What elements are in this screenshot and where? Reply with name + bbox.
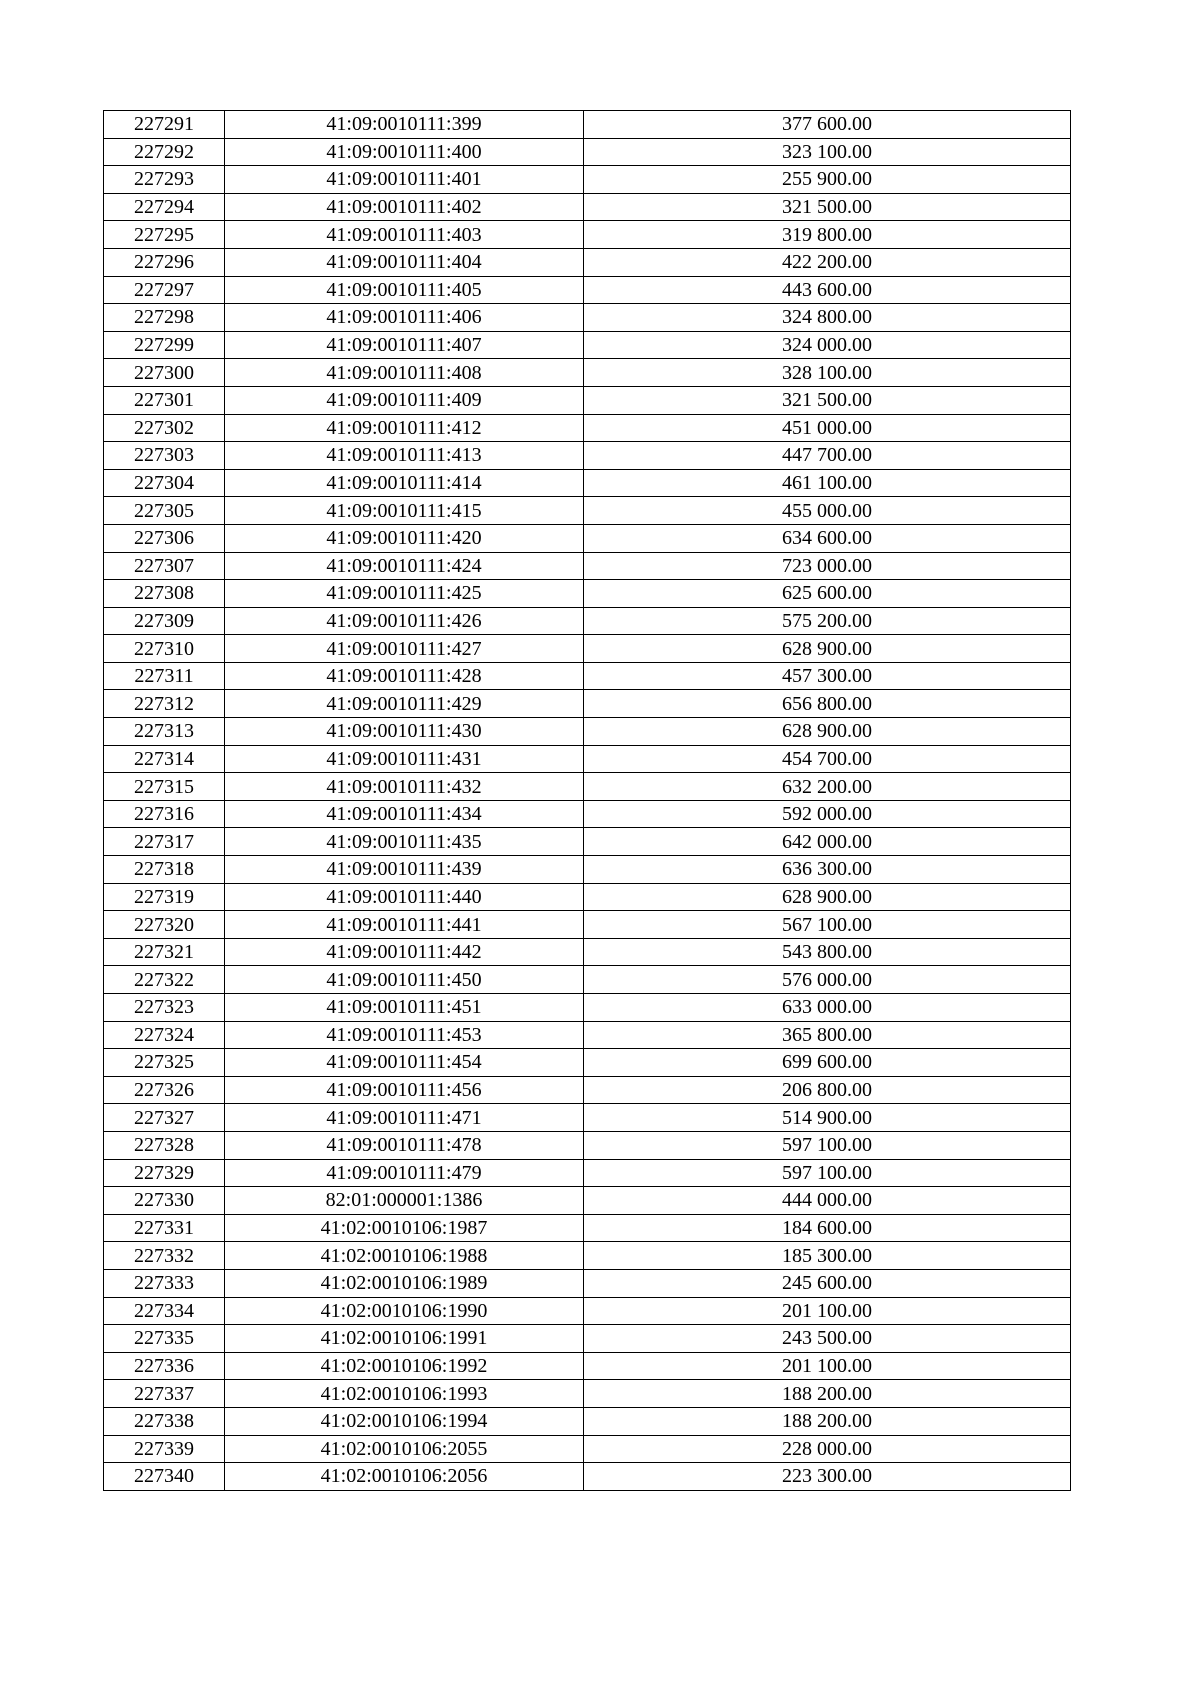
cadastral-number-cell: 41:09:0010111:403 (225, 221, 584, 249)
cadastral-number-cell: 41:09:0010111:412 (225, 414, 584, 442)
table-row (104, 1104, 1071, 1132)
value-cell: 206 800.00 (584, 1076, 1071, 1104)
value-cell: 656 800.00 (584, 690, 1071, 718)
table-row (104, 248, 1071, 276)
row-number-cell: 227293 (104, 166, 225, 194)
row-number-cell: 227295 (104, 221, 225, 249)
value-cell: 628 900.00 (584, 718, 1071, 746)
cadastral-number-cell: 41:09:0010111:414 (225, 469, 584, 497)
cadastral-number-cell: 41:02:0010106:1994 (225, 1407, 584, 1435)
row-number-cell: 227309 (104, 607, 225, 635)
row-number-cell: 227311 (104, 662, 225, 690)
cadastral-number-cell: 41:09:0010111:399 (225, 111, 584, 139)
row-number-cell: 227303 (104, 442, 225, 470)
value-cell: 447 700.00 (584, 442, 1071, 470)
cadastral-number-cell: 41:09:0010111:427 (225, 635, 584, 663)
cadastral-number-cell: 41:09:0010111:406 (225, 304, 584, 332)
value-cell: 323 100.00 (584, 138, 1071, 166)
value-cell: 642 000.00 (584, 828, 1071, 856)
row-number-cell: 227325 (104, 1049, 225, 1077)
row-number-cell: 227335 (104, 1325, 225, 1353)
row-number-cell: 227329 (104, 1159, 225, 1187)
row-number-cell: 227317 (104, 828, 225, 856)
cadastral-number-cell: 41:09:0010111:400 (225, 138, 584, 166)
row-number-cell: 227322 (104, 966, 225, 994)
table-row (104, 276, 1071, 304)
cadastral-number-cell: 41:02:0010106:1989 (225, 1269, 584, 1297)
table-row (104, 1463, 1071, 1491)
cadastral-number-cell: 41:09:0010111:450 (225, 966, 584, 994)
value-cell: 633 000.00 (584, 994, 1071, 1022)
table-row (104, 1076, 1071, 1104)
table-row (104, 442, 1071, 470)
cadastral-number-cell: 41:02:0010106:1987 (225, 1214, 584, 1242)
table-row (104, 828, 1071, 856)
row-number-cell: 227333 (104, 1269, 225, 1297)
cadastral-number-cell: 41:09:0010111:428 (225, 662, 584, 690)
cadastral-number-cell: 41:09:0010111:430 (225, 718, 584, 746)
row-number-cell: 227302 (104, 414, 225, 442)
cadastral-number-cell: 82:01:000001:1386 (225, 1187, 584, 1215)
table-row (104, 1187, 1071, 1215)
cadastral-number-cell: 41:02:0010106:1990 (225, 1297, 584, 1325)
value-cell: 454 700.00 (584, 745, 1071, 773)
value-cell: 444 000.00 (584, 1187, 1071, 1215)
cadastral-number-cell: 41:09:0010111:402 (225, 193, 584, 221)
table-row (104, 1131, 1071, 1159)
table-row (104, 800, 1071, 828)
cadastral-number-cell: 41:02:0010106:2056 (225, 1463, 584, 1491)
row-number-cell: 227304 (104, 469, 225, 497)
table-row (104, 718, 1071, 746)
cadastral-number-cell: 41:09:0010111:425 (225, 580, 584, 608)
table-row (104, 138, 1071, 166)
table-row (104, 1242, 1071, 1270)
row-number-cell: 227338 (104, 1407, 225, 1435)
row-number-cell: 227310 (104, 635, 225, 663)
value-cell: 699 600.00 (584, 1049, 1071, 1077)
table-row (104, 994, 1071, 1022)
table-row (104, 166, 1071, 194)
value-cell: 461 100.00 (584, 469, 1071, 497)
cadastral-number-cell: 41:09:0010111:408 (225, 359, 584, 387)
row-number-cell: 227324 (104, 1021, 225, 1049)
row-number-cell: 227307 (104, 552, 225, 580)
value-cell: 628 900.00 (584, 883, 1071, 911)
value-cell: 188 200.00 (584, 1380, 1071, 1408)
cadastral-number-cell: 41:09:0010111:453 (225, 1021, 584, 1049)
row-number-cell: 227320 (104, 911, 225, 939)
row-number-cell: 227301 (104, 386, 225, 414)
value-cell: 321 500.00 (584, 386, 1071, 414)
table-row (104, 1325, 1071, 1353)
value-cell: 185 300.00 (584, 1242, 1071, 1270)
cadastral-number-cell: 41:09:0010111:407 (225, 331, 584, 359)
value-cell: 422 200.00 (584, 248, 1071, 276)
cadastral-number-cell: 41:09:0010111:440 (225, 883, 584, 911)
cadastral-number-cell: 41:09:0010111:409 (225, 386, 584, 414)
row-number-cell: 227318 (104, 856, 225, 884)
value-cell: 628 900.00 (584, 635, 1071, 663)
value-cell: 328 100.00 (584, 359, 1071, 387)
value-cell: 514 900.00 (584, 1104, 1071, 1132)
cadastral-number-cell: 41:02:0010106:1993 (225, 1380, 584, 1408)
table-row (104, 304, 1071, 332)
value-cell: 201 100.00 (584, 1297, 1071, 1325)
row-number-cell: 227330 (104, 1187, 225, 1215)
row-number-cell: 227316 (104, 800, 225, 828)
table-row (104, 607, 1071, 635)
value-cell: 457 300.00 (584, 662, 1071, 690)
table-row (104, 690, 1071, 718)
table-row (104, 1159, 1071, 1187)
value-cell: 377 600.00 (584, 111, 1071, 139)
table-row (104, 856, 1071, 884)
table-row (104, 773, 1071, 801)
row-number-cell: 227321 (104, 938, 225, 966)
table-row (104, 1352, 1071, 1380)
row-number-cell: 227336 (104, 1352, 225, 1380)
table-row (104, 635, 1071, 663)
table-row (104, 966, 1071, 994)
cadastral-value-table (103, 110, 1071, 1491)
row-number-cell: 227292 (104, 138, 225, 166)
table-row (104, 193, 1071, 221)
value-cell: 319 800.00 (584, 221, 1071, 249)
cadastral-number-cell: 41:09:0010111:435 (225, 828, 584, 856)
cadastral-number-cell: 41:02:0010106:1991 (225, 1325, 584, 1353)
value-cell: 576 000.00 (584, 966, 1071, 994)
value-cell: 597 100.00 (584, 1131, 1071, 1159)
table-row (104, 414, 1071, 442)
value-cell: 455 000.00 (584, 497, 1071, 525)
table-row (104, 469, 1071, 497)
row-number-cell: 227337 (104, 1380, 225, 1408)
value-cell: 228 000.00 (584, 1435, 1071, 1463)
cadastral-number-cell: 41:09:0010111:405 (225, 276, 584, 304)
value-cell: 636 300.00 (584, 856, 1071, 884)
cadastral-number-cell: 41:09:0010111:431 (225, 745, 584, 773)
cadastral-number-cell: 41:09:0010111:441 (225, 911, 584, 939)
row-number-cell: 227306 (104, 524, 225, 552)
table-row (104, 221, 1071, 249)
table-row (104, 1269, 1071, 1297)
row-number-cell: 227296 (104, 248, 225, 276)
cadastral-number-cell: 41:09:0010111:424 (225, 552, 584, 580)
value-cell: 324 800.00 (584, 304, 1071, 332)
value-cell: 592 000.00 (584, 800, 1071, 828)
row-number-cell: 227327 (104, 1104, 225, 1132)
value-cell: 567 100.00 (584, 911, 1071, 939)
table-row (104, 111, 1071, 139)
row-number-cell: 227300 (104, 359, 225, 387)
value-cell: 575 200.00 (584, 607, 1071, 635)
value-cell: 188 200.00 (584, 1407, 1071, 1435)
cadastral-number-cell: 41:09:0010111:429 (225, 690, 584, 718)
value-cell: 245 600.00 (584, 1269, 1071, 1297)
row-number-cell: 227328 (104, 1131, 225, 1159)
table-row (104, 497, 1071, 525)
table-row (104, 331, 1071, 359)
table-row (104, 1021, 1071, 1049)
cadastral-number-cell: 41:09:0010111:434 (225, 800, 584, 828)
row-number-cell: 227326 (104, 1076, 225, 1104)
value-cell: 365 800.00 (584, 1021, 1071, 1049)
cadastral-number-cell: 41:09:0010111:413 (225, 442, 584, 470)
cadastral-number-cell: 41:09:0010111:404 (225, 248, 584, 276)
value-cell: 634 600.00 (584, 524, 1071, 552)
row-number-cell: 227308 (104, 580, 225, 608)
value-cell: 321 500.00 (584, 193, 1071, 221)
table-row (104, 1297, 1071, 1325)
value-cell: 223 300.00 (584, 1463, 1071, 1491)
value-cell: 597 100.00 (584, 1159, 1071, 1187)
value-cell: 723 000.00 (584, 552, 1071, 580)
row-number-cell: 227334 (104, 1297, 225, 1325)
row-number-cell: 227297 (104, 276, 225, 304)
table-row (104, 1049, 1071, 1077)
table-row (104, 1214, 1071, 1242)
table-row (104, 938, 1071, 966)
table-row (104, 386, 1071, 414)
cadastral-number-cell: 41:09:0010111:432 (225, 773, 584, 801)
value-cell: 632 200.00 (584, 773, 1071, 801)
cadastral-number-cell: 41:09:0010111:451 (225, 994, 584, 1022)
cadastral-number-cell: 41:02:0010106:1992 (225, 1352, 584, 1380)
table-row (104, 1407, 1071, 1435)
table-row (104, 524, 1071, 552)
row-number-cell: 227294 (104, 193, 225, 221)
row-number-cell: 227339 (104, 1435, 225, 1463)
table-row (104, 745, 1071, 773)
table-row (104, 1380, 1071, 1408)
value-cell: 625 600.00 (584, 580, 1071, 608)
row-number-cell: 227314 (104, 745, 225, 773)
cadastral-number-cell: 41:09:0010111:442 (225, 938, 584, 966)
row-number-cell: 227315 (104, 773, 225, 801)
table-row (104, 580, 1071, 608)
cadastral-number-cell: 41:09:0010111:456 (225, 1076, 584, 1104)
cadastral-number-cell: 41:09:0010111:478 (225, 1131, 584, 1159)
value-cell: 243 500.00 (584, 1325, 1071, 1353)
table-row (104, 911, 1071, 939)
table-row (104, 359, 1071, 387)
row-number-cell: 227331 (104, 1214, 225, 1242)
cadastral-number-cell: 41:09:0010111:454 (225, 1049, 584, 1077)
row-number-cell: 227312 (104, 690, 225, 718)
cadastral-number-cell: 41:09:0010111:479 (225, 1159, 584, 1187)
row-number-cell: 227340 (104, 1463, 225, 1491)
cadastral-number-cell: 41:09:0010111:415 (225, 497, 584, 525)
cadastral-number-cell: 41:02:0010106:2055 (225, 1435, 584, 1463)
row-number-cell: 227323 (104, 994, 225, 1022)
value-cell: 543 800.00 (584, 938, 1071, 966)
cadastral-number-cell: 41:09:0010111:420 (225, 524, 584, 552)
cadastral-number-cell: 41:09:0010111:471 (225, 1104, 584, 1132)
value-cell: 324 000.00 (584, 331, 1071, 359)
row-number-cell: 227291 (104, 111, 225, 139)
table-body (104, 111, 1071, 1491)
table-row (104, 662, 1071, 690)
value-cell: 451 000.00 (584, 414, 1071, 442)
row-number-cell: 227298 (104, 304, 225, 332)
cadastral-number-cell: 41:09:0010111:439 (225, 856, 584, 884)
cadastral-number-cell: 41:09:0010111:401 (225, 166, 584, 194)
value-cell: 443 600.00 (584, 276, 1071, 304)
row-number-cell: 227299 (104, 331, 225, 359)
table-row (104, 1435, 1071, 1463)
row-number-cell: 227332 (104, 1242, 225, 1270)
value-cell: 201 100.00 (584, 1352, 1071, 1380)
value-cell: 255 900.00 (584, 166, 1071, 194)
cadastral-number-cell: 41:09:0010111:426 (225, 607, 584, 635)
row-number-cell: 227313 (104, 718, 225, 746)
cadastral-number-cell: 41:02:0010106:1988 (225, 1242, 584, 1270)
table-row (104, 883, 1071, 911)
table-row (104, 552, 1071, 580)
value-cell: 184 600.00 (584, 1214, 1071, 1242)
row-number-cell: 227319 (104, 883, 225, 911)
row-number-cell: 227305 (104, 497, 225, 525)
